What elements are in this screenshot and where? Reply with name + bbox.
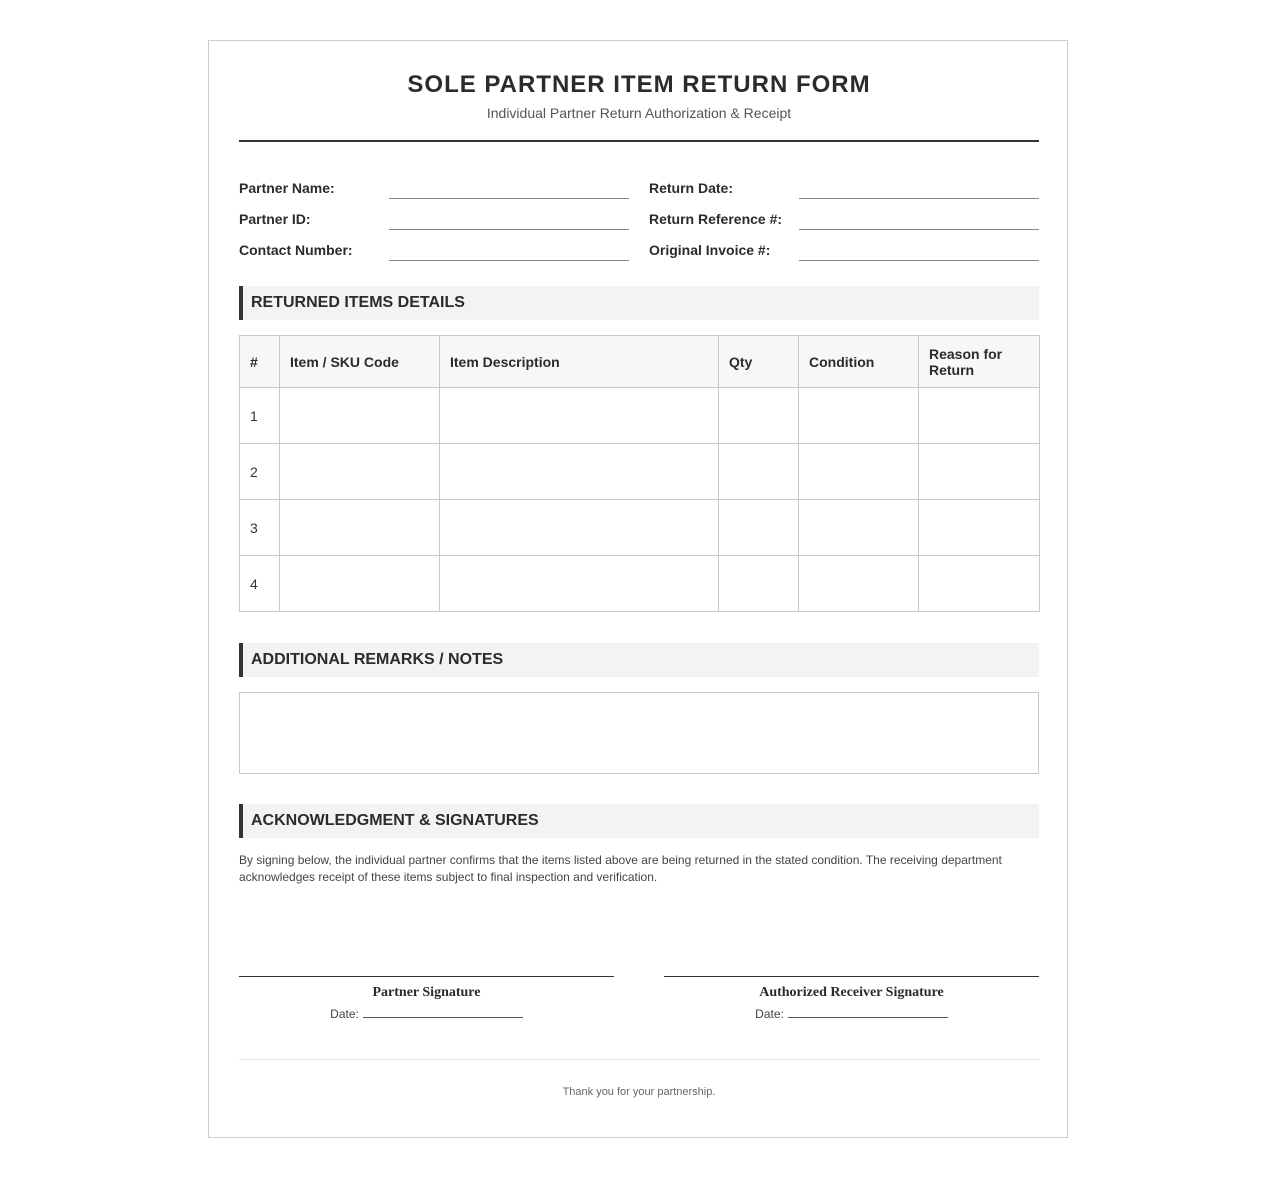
condition-cell[interactable] bbox=[799, 556, 919, 612]
partner-id-field[interactable] bbox=[239, 207, 629, 231]
acknowledgment-heading bbox=[239, 804, 1039, 838]
condition-cell[interactable] bbox=[799, 444, 919, 500]
reason-cell[interactable] bbox=[919, 500, 1040, 556]
partner-id-label: Partner ID: bbox=[239, 211, 311, 227]
row-number: 4 bbox=[240, 556, 280, 612]
row-number: 2 bbox=[240, 444, 280, 500]
description-cell[interactable] bbox=[440, 444, 719, 500]
receiver-signature-line[interactable] bbox=[664, 976, 1039, 977]
contact-number-input-line[interactable] bbox=[389, 260, 629, 261]
receiver-date-label: Date: bbox=[755, 1007, 784, 1021]
description-cell[interactable] bbox=[440, 556, 719, 612]
table-row bbox=[240, 388, 1040, 444]
contact-number-label: Contact Number: bbox=[239, 242, 353, 258]
table-row bbox=[240, 556, 1040, 612]
original-invoice-input-line[interactable] bbox=[799, 260, 1039, 261]
form-subtitle: Individual Partner Return Authorization & Receipt bbox=[486, 105, 792, 121]
qty-cell[interactable] bbox=[719, 444, 799, 500]
original-invoice-label: Original Invoice #: bbox=[649, 242, 771, 258]
receiver-signature-block[interactable] bbox=[664, 976, 1039, 1021]
remarks-heading-text: ADDITIONAL REMARKS / NOTES bbox=[251, 651, 504, 668]
receiver-signature-label: Authorized Receiver Signature bbox=[759, 985, 944, 1000]
remarks-textarea[interactable] bbox=[239, 692, 1039, 774]
return-date-field[interactable] bbox=[649, 176, 1039, 200]
form-sheet bbox=[208, 40, 1068, 1138]
partner-id-input-line[interactable] bbox=[389, 229, 629, 230]
description-cell[interactable] bbox=[440, 500, 719, 556]
condition-cell[interactable] bbox=[799, 500, 919, 556]
sku-cell[interactable] bbox=[280, 500, 440, 556]
column-header-reason: Reason for Return bbox=[919, 336, 1040, 388]
receiver-date-line[interactable] bbox=[788, 1005, 948, 1018]
column-header-description: Item Description bbox=[440, 336, 719, 388]
original-invoice-field[interactable] bbox=[649, 238, 1039, 262]
remarks-heading bbox=[239, 643, 1039, 677]
partner-signature-date bbox=[239, 1005, 614, 1021]
partner-signature-line[interactable] bbox=[239, 976, 614, 977]
sku-cell[interactable] bbox=[280, 556, 440, 612]
partner-date-label: Date: bbox=[330, 1007, 359, 1021]
return-date-label: Return Date: bbox=[649, 180, 734, 196]
column-header-qty: Qty bbox=[719, 336, 799, 388]
contact-number-field[interactable] bbox=[239, 238, 629, 262]
returned-items-heading bbox=[239, 286, 1039, 320]
sku-cell[interactable] bbox=[280, 444, 440, 500]
row-number: 3 bbox=[240, 500, 280, 556]
acknowledgment-heading-text: ACKNOWLEDGMENT & SIGNATURES bbox=[251, 812, 539, 829]
column-header-condition: Condition bbox=[799, 336, 919, 388]
returned-items-heading-text: RETURNED ITEMS DETAILS bbox=[251, 294, 465, 311]
reason-cell[interactable] bbox=[919, 556, 1040, 612]
partner-signature-label: Partner Signature bbox=[372, 985, 481, 1000]
form-title: SOLE PARTNER ITEM RETURN FORM bbox=[407, 71, 871, 98]
reason-cell[interactable] bbox=[919, 388, 1040, 444]
return-reference-input-line[interactable] bbox=[799, 229, 1039, 230]
return-reference-label: Return Reference #: bbox=[649, 211, 783, 227]
table-row bbox=[240, 444, 1040, 500]
partner-signature-block[interactable] bbox=[239, 976, 614, 1021]
footer-text: Thank you for your partnership. bbox=[562, 1086, 716, 1098]
qty-cell[interactable] bbox=[719, 556, 799, 612]
partner-name-label: Partner Name: bbox=[239, 180, 335, 196]
title-divider bbox=[239, 140, 1039, 142]
table-header-row bbox=[240, 336, 1040, 388]
return-date-input-line[interactable] bbox=[799, 198, 1039, 199]
table-row bbox=[240, 500, 1040, 556]
row-number: 1 bbox=[240, 388, 280, 444]
sku-cell[interactable] bbox=[280, 388, 440, 444]
footer-divider bbox=[239, 1059, 1039, 1060]
returned-items-table bbox=[239, 335, 1040, 612]
return-reference-field[interactable] bbox=[649, 207, 1039, 231]
reason-cell[interactable] bbox=[919, 444, 1040, 500]
qty-cell[interactable] bbox=[719, 500, 799, 556]
column-header-number: # bbox=[240, 336, 280, 388]
receiver-signature-date bbox=[664, 1005, 1039, 1021]
partner-name-field[interactable] bbox=[239, 176, 629, 200]
acknowledgment-text: By signing below, the individual partner confirms that the items listed above are being returned in the stated condition. The receiving department acknowledges receipt of these items subject to final inspection and verification. bbox=[239, 853, 1002, 884]
partner-name-input-line[interactable] bbox=[389, 198, 629, 199]
qty-cell[interactable] bbox=[719, 388, 799, 444]
condition-cell[interactable] bbox=[799, 388, 919, 444]
partner-date-line[interactable] bbox=[363, 1005, 523, 1018]
description-cell[interactable] bbox=[440, 388, 719, 444]
column-header-sku: Item / SKU Code bbox=[280, 336, 440, 388]
